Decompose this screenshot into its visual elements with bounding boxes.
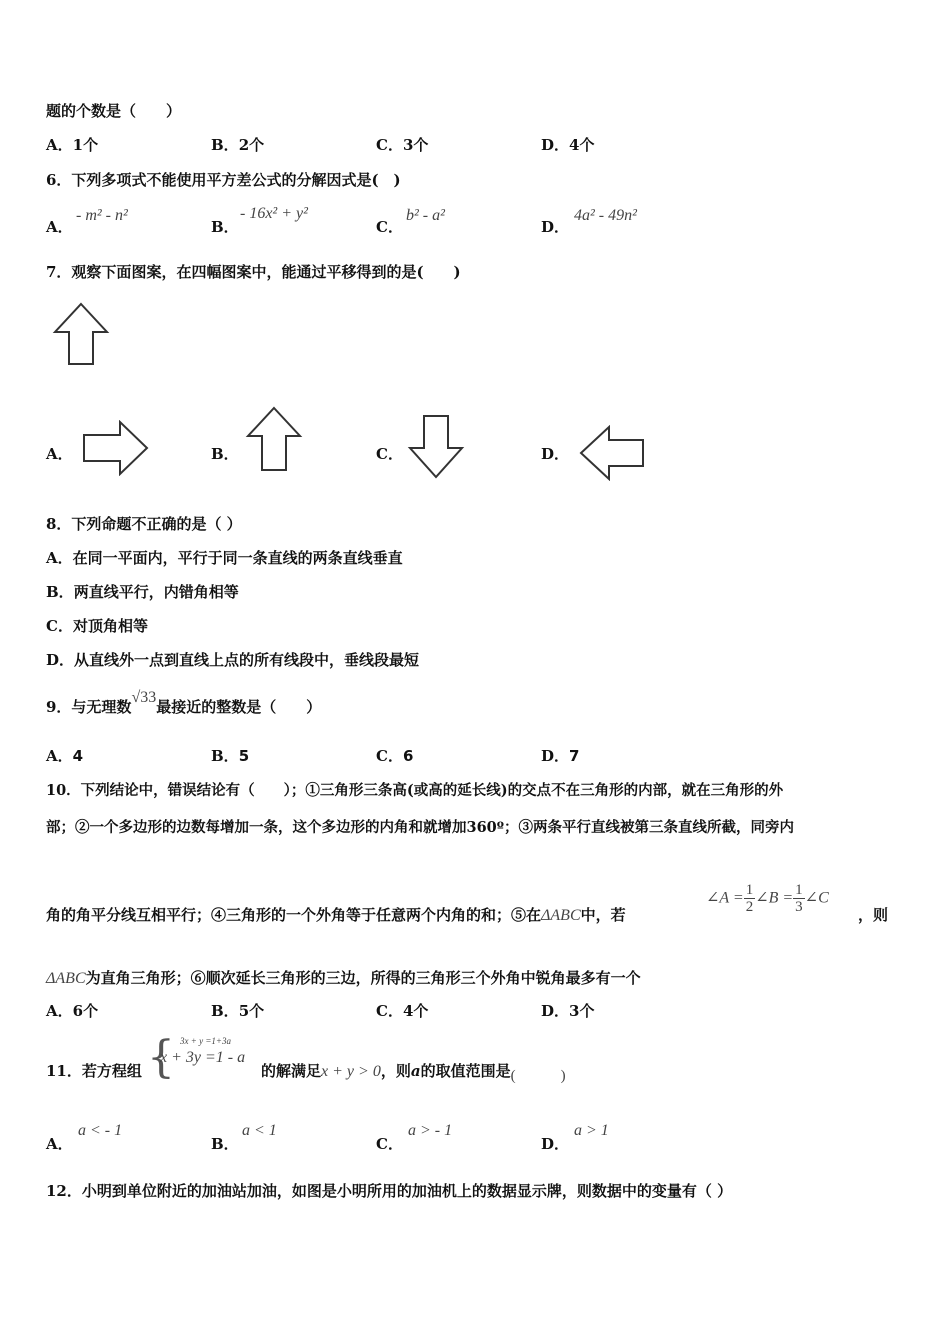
q11-option-d-expr: a > 1 <box>574 1122 609 1139</box>
q5-stem-tail: 题的个数是（ ） <box>46 102 182 120</box>
q6-option-a-letter: A． <box>46 218 73 236</box>
q6-option-d-expr: 4a² - 49n² <box>574 207 637 224</box>
arrow-left-icon <box>579 425 645 481</box>
q9-option-d: D．7 <box>541 747 580 765</box>
q9-option-b: B．5 <box>211 747 250 765</box>
q11-stem-a: 11．若方程组 <box>46 1062 142 1080</box>
q10-option-b: B．5个 <box>211 1002 265 1020</box>
q11-eq1: 3x + y =1+3a <box>180 1036 231 1046</box>
q10-line-3: 角的角平分线互相平行；④三角形的一个外角等于任意两个内角的和；⑤在ΔABC中，若 <box>46 906 626 924</box>
arrow-up-icon <box>245 406 303 472</box>
q12-stem: 12．小明到单位附近的加油站加油，如图是小明所用的加油机上的数据显示牌，则数据中的变量有（ ） <box>46 1182 733 1200</box>
q11-option-a-letter: A． <box>46 1135 73 1153</box>
q11-eq2: x + 3y =1 - a <box>160 1049 246 1066</box>
q10-line-4: ΔABC为直角三角形；⑥顺次延长三角形的三边，所得的三角形三个外角中锐角最多有一个 <box>46 969 641 987</box>
arrow-down-icon <box>407 414 465 480</box>
q6-option-b-expr: - 16x² + y² <box>240 205 308 222</box>
q11-option-b-expr: a < 1 <box>242 1122 277 1139</box>
q6-option-c-letter: C． <box>376 218 403 236</box>
q6-option-b-letter: B． <box>211 218 239 236</box>
q10-option-a: A．6个 <box>46 1002 99 1020</box>
q8-option-d: D．从直线外一点到直线上点的所有线段中，垂线段最短 <box>46 651 420 669</box>
q10-line-1: 10．下列结论中，错误结论有（ ）；①三角形三条高(或高的延长线)的交点不在三角形的内部，就在三角形的外 <box>46 782 784 799</box>
q10-then: ，则 <box>858 906 889 924</box>
arrow-right-icon <box>82 420 150 476</box>
q9-option-a: A．4 <box>46 747 84 765</box>
q6-option-a-expr: - m² - n² <box>76 207 128 224</box>
q10-option-c: C．4个 <box>376 1002 429 1020</box>
arrow-up-icon <box>52 302 110 366</box>
q8-stem: 8．下列命题不正确的是（ ） <box>46 515 242 533</box>
q11-option-c-expr: a > - 1 <box>408 1122 453 1139</box>
q6-option-c-expr: b² - a² <box>406 207 445 224</box>
q7-option-b-letter: B． <box>211 445 239 463</box>
q6-option-d-letter: D． <box>541 218 570 236</box>
q6-stem: 6．下列多项式不能使用平方差公式的分解因式是( ) <box>46 171 401 189</box>
q9-radical: √33 <box>131 689 157 706</box>
q10-line-2: 部；②一个多边形的边数每增加一条，这个多边形的内角和就增加360º；③两条平行直线被第三条直线所截，同旁内 <box>46 819 795 836</box>
q5-option-d: D．4个 <box>541 136 595 154</box>
q5-option-c: C．3个 <box>376 136 429 154</box>
q7-option-d-letter: D． <box>541 445 570 463</box>
q11-brace: { <box>147 1032 175 1083</box>
q8-option-c: C．对顶角相等 <box>46 617 148 635</box>
q7-option-c-letter: C． <box>376 445 403 463</box>
q5-option-a: A．1个 <box>46 136 99 154</box>
q11-option-c-letter: C． <box>376 1135 403 1153</box>
q7-stem: 7．观察下面图案，在四幅图案中，能通过平移得到的是( ) <box>46 263 461 281</box>
q11-stem-b: 的解满足x + y > 0，则a的取值范围是( ) <box>261 1062 566 1084</box>
q9-stem: 9．与无理数√33最接近的整数是（ ） <box>46 689 322 716</box>
q7-option-a-letter: A． <box>46 445 73 463</box>
q10-option-d: D．3个 <box>541 1002 595 1020</box>
q9-option-c: C．6 <box>376 747 414 765</box>
q11-option-d-letter: D． <box>541 1135 570 1153</box>
q11-option-b-letter: B． <box>211 1135 239 1153</box>
q8-option-b: B．两直线平行，内错角相等 <box>46 583 239 601</box>
q5-option-b: B．2个 <box>211 136 265 154</box>
q10-angle-relation: ∠A = $\frac{1}{2}$ ∠B = $\frac{1}{3}$ ∠C <box>706 882 829 915</box>
q8-option-a: A．在同一平面内，平行于同一条直线的两条直线垂直 <box>46 549 403 567</box>
q11-option-a-expr: a < - 1 <box>78 1122 123 1139</box>
